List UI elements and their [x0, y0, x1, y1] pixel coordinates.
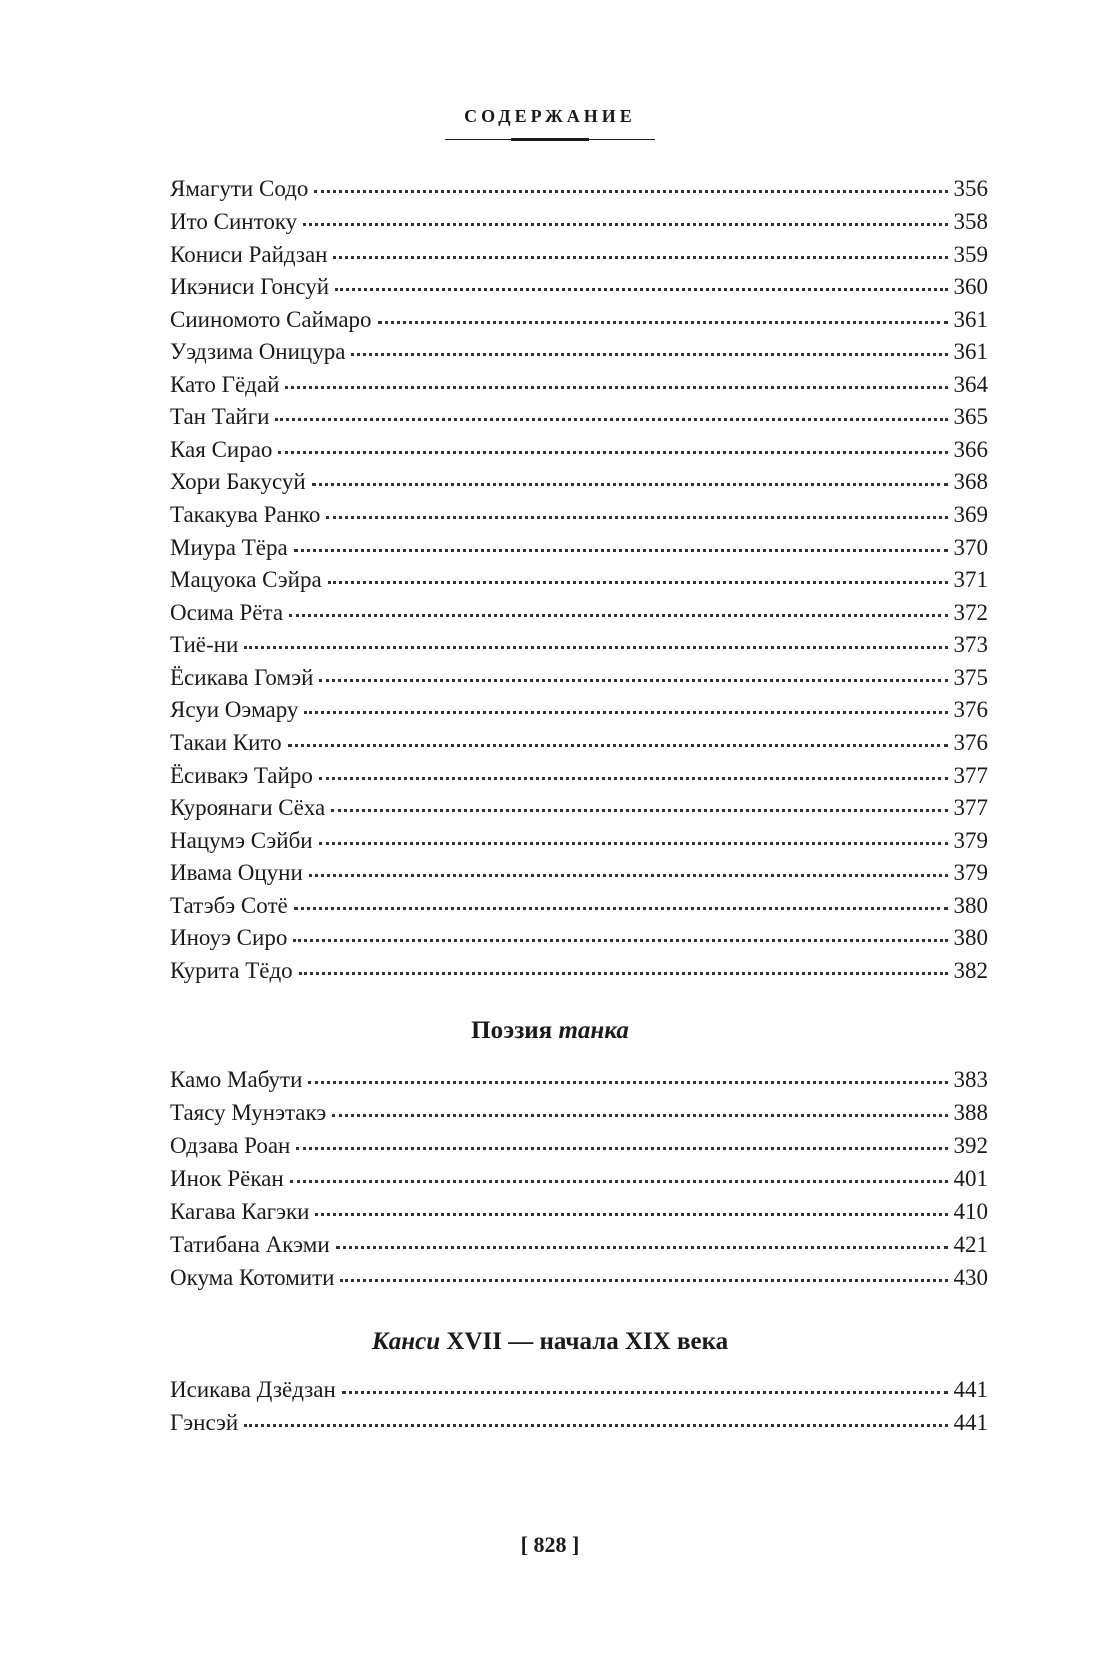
toc-entry — [170, 1263, 988, 1293]
toc-entry — [170, 826, 988, 856]
dot-leader — [309, 858, 948, 880]
entry-name: Ёсивакэ Тайро — [170, 763, 313, 788]
entry-name: Такакува Ранко — [170, 502, 321, 527]
dot-leader — [304, 695, 947, 717]
entry-page: 380 — [953, 925, 988, 950]
dot-leader — [331, 793, 947, 815]
toc-entry — [170, 1230, 988, 1260]
dot-leader — [303, 207, 947, 229]
entry-page: 382 — [953, 958, 988, 983]
entry-name: Кагава Кагэки — [170, 1199, 310, 1224]
entry-name: Иноуэ Сиро — [170, 925, 288, 950]
entry-name: Такаи Кито — [170, 730, 282, 755]
toc-entry — [170, 1098, 988, 1128]
entry-page: 421 — [953, 1232, 988, 1257]
section-title-regular: XVII — начала XIX века — [440, 1328, 729, 1355]
toc-entry — [170, 1197, 988, 1227]
toc-entry — [170, 1131, 988, 1161]
entry-page: 388 — [953, 1100, 988, 1125]
entry-page: 361 — [953, 339, 988, 364]
toc-entry — [170, 793, 988, 823]
entry-name: Икэниси Гонсуй — [170, 274, 330, 299]
entry-page: 364 — [953, 372, 988, 397]
entry-page: 359 — [953, 242, 988, 267]
entry-page: 410 — [953, 1199, 988, 1224]
entry-name: Окума Котомити — [170, 1265, 335, 1290]
toc-entry — [170, 565, 988, 595]
dot-leader — [294, 533, 948, 555]
entry-page: 392 — [953, 1133, 988, 1158]
entry-name: Ито Синтоку — [170, 209, 298, 234]
entry-page: 371 — [953, 567, 988, 592]
toc-entry — [170, 272, 988, 302]
entry-page: 358 — [953, 209, 988, 234]
entry-page: 441 — [953, 1410, 988, 1435]
entry-name: Нацумэ Сэйби — [170, 828, 313, 853]
toc-entry — [170, 533, 988, 563]
entry-name: Тиё-ни — [170, 632, 239, 657]
toc-entry — [170, 467, 988, 497]
entry-name: Одзава Роан — [170, 1133, 291, 1158]
entry-page: 379 — [953, 828, 988, 853]
entry-page: 373 — [953, 632, 988, 657]
entry-page: 401 — [953, 1166, 988, 1191]
entry-page: 441 — [953, 1377, 988, 1402]
entry-page: 383 — [953, 1067, 988, 1092]
dot-leader — [293, 923, 947, 945]
entry-name: Гэнсэй — [170, 1410, 239, 1435]
toc-entry — [170, 956, 988, 986]
dot-leader — [294, 891, 948, 913]
dot-leader — [285, 370, 947, 392]
entry-name: Кониси Райдзан — [170, 242, 328, 267]
entry-name: Като Гёдай — [170, 372, 280, 397]
dot-leader — [326, 500, 947, 522]
dot-leader — [308, 1065, 947, 1087]
page-number: [ 828 ] — [520, 1532, 580, 1557]
toc-entry — [170, 728, 988, 758]
entry-name: Таясу Мунэтакэ — [170, 1100, 327, 1125]
entry-page: 365 — [953, 404, 988, 429]
dot-leader — [290, 1164, 948, 1186]
dot-leader — [342, 1375, 948, 1397]
entry-page: 368 — [953, 469, 988, 494]
entry-name: Ивама Оцуни — [170, 860, 303, 885]
toc-entry — [170, 761, 988, 791]
dot-leader — [378, 305, 948, 327]
toc-entry — [170, 630, 988, 660]
dot-leader — [336, 1230, 948, 1252]
entry-page: 361 — [953, 307, 988, 332]
dot-leader — [244, 1408, 947, 1430]
dot-leader — [288, 728, 948, 750]
dot-leader — [312, 467, 948, 489]
entry-page: 375 — [953, 665, 988, 690]
toc-entry — [170, 891, 988, 921]
running-header — [0, 106, 1100, 140]
entry-page: 376 — [953, 730, 988, 755]
entry-name: Татибана Акэми — [170, 1232, 330, 1257]
dot-leader — [319, 761, 948, 783]
header-rule — [445, 139, 655, 140]
entry-name: Ясуи Оэмару — [170, 697, 299, 722]
header-title: СОДЕРЖАНИЕ — [464, 106, 636, 126]
entry-page: 356 — [953, 176, 988, 201]
section-title-italic: танка — [558, 1017, 629, 1044]
entry-name: Камо Мабути — [170, 1067, 303, 1092]
entry-name: Мацуока Сэйра — [170, 567, 322, 592]
toc-entry — [170, 1408, 988, 1438]
entry-name: Уэдзима Оницура — [170, 339, 346, 364]
entry-name: Ёсикава Гомэй — [170, 665, 314, 690]
toc-entry — [170, 174, 988, 204]
toc-entry — [170, 207, 988, 237]
entry-page: 377 — [953, 763, 988, 788]
toc-entry — [170, 695, 988, 725]
toc-entry — [170, 402, 988, 432]
toc-entry — [170, 370, 988, 400]
entry-name: Сииномото Саймаро — [170, 307, 372, 332]
entry-page: 430 — [953, 1265, 988, 1290]
dot-leader — [332, 1098, 947, 1120]
section-title-italic: Канси — [371, 1328, 441, 1355]
entry-name: Ямагути Содо — [170, 176, 309, 201]
entry-name: Исикава Дзёдзан — [170, 1377, 336, 1402]
dot-leader — [296, 1131, 947, 1153]
dot-leader — [315, 1197, 947, 1219]
entry-name: Осима Рёта — [170, 600, 284, 625]
entry-page: 369 — [953, 502, 988, 527]
entry-page: 372 — [953, 600, 988, 625]
dot-leader — [340, 1263, 947, 1285]
toc-entry — [170, 1065, 988, 1095]
dot-leader — [351, 337, 947, 359]
section-title-regular: Поэзия — [471, 1017, 559, 1044]
section-heading-tanka — [0, 1017, 1100, 1045]
dot-leader — [299, 956, 948, 978]
toc-entry — [170, 663, 988, 693]
toc-entry — [170, 1375, 988, 1405]
toc-entry — [170, 923, 988, 953]
toc-entry — [170, 598, 988, 628]
entry-name: Инок Рёкан — [170, 1166, 284, 1191]
entry-name: Миура Тёра — [170, 535, 288, 560]
section-heading-kansi — [0, 1328, 1100, 1356]
dot-leader — [335, 272, 947, 294]
entry-page: 380 — [953, 893, 988, 918]
entry-name: Хори Бакусуй — [170, 469, 306, 494]
entry-page: 377 — [953, 795, 988, 820]
dot-leader — [328, 565, 948, 587]
toc-entry — [170, 240, 988, 270]
entry-page: 366 — [953, 437, 988, 462]
entry-name: Татэбэ Сотё — [170, 893, 288, 918]
dot-leader — [319, 826, 948, 848]
toc-entry — [170, 858, 988, 888]
dot-leader — [275, 402, 947, 424]
toc-entry — [170, 1164, 988, 1194]
dot-leader — [278, 435, 947, 457]
entry-page: 376 — [953, 697, 988, 722]
toc-entry — [170, 435, 988, 465]
entry-page: 360 — [953, 274, 988, 299]
entry-name: Тан Тайги — [170, 404, 270, 429]
entry-name: Курита Тёдо — [170, 958, 293, 983]
entry-name: Кая Сирао — [170, 437, 273, 462]
toc-entry — [170, 500, 988, 530]
entry-page: 370 — [953, 535, 988, 560]
dot-leader — [314, 174, 947, 196]
dot-leader — [244, 630, 947, 652]
dot-leader — [333, 240, 947, 262]
toc-entry — [170, 305, 988, 335]
entry-page: 379 — [953, 860, 988, 885]
toc-entry — [170, 337, 988, 367]
dot-leader — [289, 598, 947, 620]
dot-leader — [319, 663, 947, 685]
entry-name: Куроянаги Сёха — [170, 795, 326, 820]
